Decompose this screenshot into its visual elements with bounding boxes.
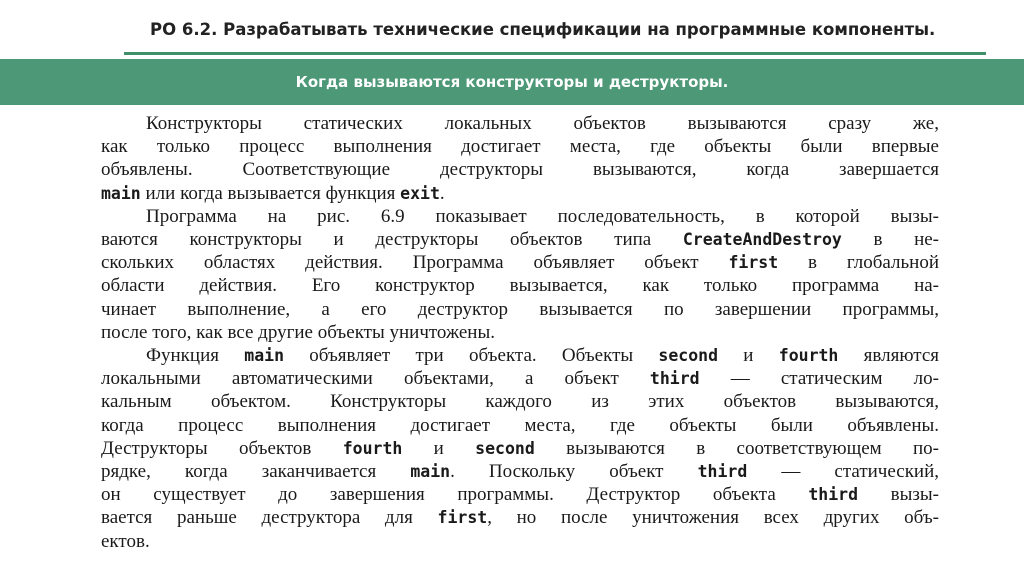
- text-line: [101, 182, 939, 205]
- subtitle-text: Когда вызываются конструкторы и деструкторы.: [295, 73, 729, 91]
- text-fragment: после того, как все другие объекты уничтожены.: [101, 321, 495, 343]
- code-keyword: second: [475, 438, 535, 458]
- code-keyword: second: [658, 346, 719, 366]
- title-divider: [124, 52, 986, 55]
- text-fragment: рядке, когда заканчивается: [101, 461, 411, 483]
- text-fragment: ваются конструкторы и деструкторы объектов типа: [101, 229, 683, 251]
- text-line: [101, 344, 939, 367]
- text-line: [101, 135, 939, 158]
- text-fragment: вается раньше деструктора для: [101, 507, 438, 529]
- text-fragment: и: [402, 437, 476, 459]
- paragraph: [101, 205, 939, 344]
- text-fragment: Функция: [146, 345, 245, 367]
- text-line: [101, 274, 939, 297]
- text-fragment: когда процесс выполнения достигает места, где объекты были объявлены.: [101, 414, 939, 436]
- text-fragment: .: [439, 182, 445, 204]
- text-line: [101, 483, 939, 506]
- text-fragment: скольких областях действия. Программа объявляет объект: [101, 252, 729, 274]
- text-line: [101, 228, 939, 251]
- text-fragment: вызываются в соответствующем по-: [534, 437, 939, 459]
- text-fragment: . Поскольку объект: [450, 461, 698, 483]
- text-fragment: как только процесс выполнения достигает места, где объекты были впервые: [101, 136, 939, 158]
- subtitle-banner: [0, 59, 1024, 105]
- text-fragment: вызы-: [858, 484, 939, 506]
- code-keyword: fourth: [778, 346, 839, 366]
- text-fragment: Программа на рис. 6.9 показывает последовательность, в которой вызы-: [146, 205, 939, 227]
- text-fragment: — статическим ло-: [699, 368, 939, 390]
- text-line: [101, 367, 939, 390]
- text-fragment: объявлены. Соответствующие деструкторы вызываются, когда завершается: [101, 159, 939, 181]
- text-line: [101, 530, 939, 553]
- text-line: [101, 460, 939, 483]
- text-fragment: и: [718, 345, 779, 367]
- text-fragment: Деструкторы объектов: [101, 437, 343, 459]
- text-fragment: чинает выполнение, а его деструктор вызывается по завершении программы,: [101, 298, 939, 320]
- code-keyword: third: [808, 485, 859, 505]
- code-keyword: CreateAndDestroy: [682, 230, 842, 250]
- code-keyword: fourth: [342, 438, 403, 458]
- code-keyword: main: [101, 183, 141, 203]
- text-fragment: объявляет три объекта. Объекты: [284, 345, 659, 367]
- code-keyword: first: [728, 253, 779, 273]
- text-line: [101, 390, 939, 413]
- text-fragment: — статический,: [747, 461, 939, 483]
- document-body: [101, 112, 939, 553]
- paragraph: [101, 112, 939, 205]
- text-line: [101, 437, 939, 460]
- text-fragment: , но после уничтожения всех других объ-: [487, 507, 939, 529]
- text-line: [101, 158, 939, 181]
- text-line: [101, 414, 939, 437]
- text-fragment: локальными автоматическими объектами, а объект: [101, 368, 650, 390]
- page-title: РО 6.2. Разрабатывать технические спецификации на программные компоненты.: [150, 20, 936, 39]
- text-fragment: ектов.: [101, 530, 150, 552]
- code-keyword: exit: [400, 183, 440, 203]
- code-keyword: third: [649, 369, 700, 389]
- text-line: [101, 205, 939, 228]
- text-line: [101, 298, 939, 321]
- text-fragment: являются: [838, 345, 939, 367]
- code-keyword: main: [410, 462, 451, 482]
- code-keyword: third: [697, 462, 748, 482]
- text-fragment: он существует до завершения программы. Деструктор объекта: [101, 484, 809, 506]
- text-fragment: в не-: [841, 229, 939, 251]
- text-line: [101, 112, 939, 135]
- text-line: [101, 321, 939, 344]
- text-line: [101, 506, 939, 529]
- text-line: [101, 251, 939, 274]
- text-fragment: или когда вызывается функция: [140, 182, 401, 204]
- paragraph: [101, 344, 939, 553]
- text-fragment: области действия. Его конструктор вызывается, как только программа на-: [101, 275, 939, 297]
- code-keyword: main: [244, 346, 285, 366]
- code-keyword: first: [437, 508, 488, 528]
- text-fragment: в глобальной: [778, 252, 939, 274]
- text-fragment: Конструкторы статических локальных объектов вызываются сразу же,: [146, 113, 939, 134]
- text-fragment: кальным объектом. Конструкторы каждого из этих объектов вызываются,: [101, 391, 939, 413]
